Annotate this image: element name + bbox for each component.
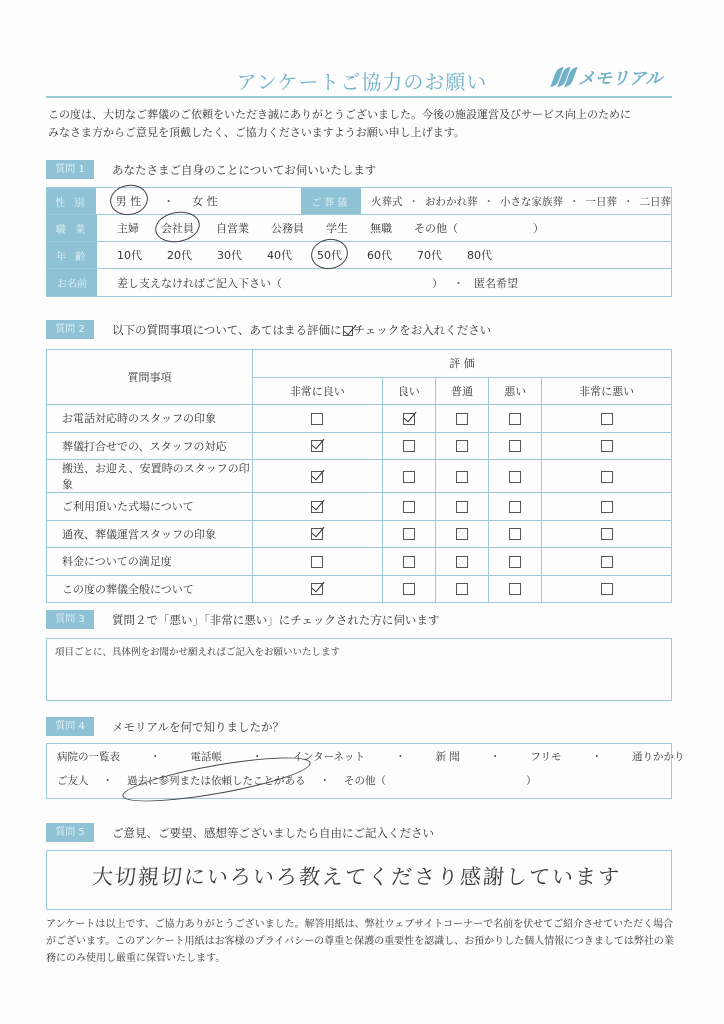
separator: ・ — [102, 774, 113, 787]
rating-column-header: 良い — [382, 377, 435, 405]
q3-answer-box[interactable] — [46, 638, 672, 701]
rating-cell — [253, 493, 383, 521]
rating-cell — [253, 460, 383, 493]
rating-column-header: 普通 — [435, 377, 488, 405]
checkbox[interactable] — [456, 440, 468, 452]
checkbox[interactable] — [456, 413, 468, 425]
rating-cell — [542, 493, 672, 521]
checkbox-checked[interactable] — [403, 413, 415, 425]
q3-text: 質問２で「悪い」「非常に悪い」にチェックされた方に伺います — [112, 613, 440, 627]
rating-cell — [382, 575, 435, 603]
checkbox[interactable] — [403, 556, 415, 568]
q5-answer-box[interactable] — [46, 850, 672, 910]
rating-cell — [382, 460, 435, 493]
q5-text: ご意見、ご要望、感想等ございましたら自由にご記入ください — [112, 826, 434, 840]
q4-option[interactable]: 通りかかり — [632, 750, 685, 763]
rating-cell — [382, 548, 435, 576]
rating-cell — [253, 432, 383, 460]
checkbox[interactable] — [509, 583, 521, 595]
rating-cell — [542, 460, 672, 493]
header-item: 質問事項 — [47, 350, 253, 405]
age-option[interactable]: 30代 — [217, 249, 242, 262]
rating-cell — [489, 520, 542, 548]
gender-male-option[interactable]: 男 性 — [115, 195, 142, 208]
job-option[interactable]: 自営業 — [216, 222, 249, 235]
checkbox[interactable] — [403, 471, 415, 483]
rating-cell — [382, 405, 435, 433]
question-item: 通夜、葬儀運営スタッフの印象 — [47, 520, 253, 548]
separator: ・ — [408, 195, 419, 208]
separator: ・ — [623, 195, 634, 208]
rating-cell — [489, 575, 542, 603]
q1-label: 質問 1 — [46, 160, 94, 179]
rating-cell — [253, 548, 383, 576]
q4-option[interactable]: 電話帳 — [190, 750, 222, 763]
question-item: 葬儀打合せでの、スタッフの対応 — [47, 432, 253, 460]
rating-cell — [435, 493, 488, 521]
funeral-option[interactable]: 一日葬 — [585, 195, 617, 208]
checkbox[interactable] — [601, 501, 613, 513]
q2-text-part1: 以下の質問事項について、あてはまる評価に — [112, 323, 342, 337]
checkbox-checked[interactable] — [311, 528, 323, 540]
checkbox[interactable] — [456, 528, 468, 540]
rating-table — [46, 349, 672, 603]
separator: ・ — [319, 774, 330, 787]
anonymous-option[interactable]: 匿名希望 — [474, 276, 518, 290]
q4-label: 質問 4 — [46, 717, 94, 736]
q2-label: 質問 2 — [46, 320, 94, 339]
separator: ・ — [395, 750, 406, 763]
rating-cell — [435, 432, 488, 460]
funeral-option[interactable]: 小さな家族葬 — [500, 195, 563, 208]
funeral-label: ご葬儀 — [301, 188, 361, 214]
q4-text: メモリアルを何で知りましたか？ — [112, 720, 285, 734]
checkbox[interactable] — [601, 413, 613, 425]
gender-row — [47, 188, 671, 215]
rating-column-header: 悪い — [489, 377, 542, 405]
separator: ・ — [150, 750, 161, 763]
q3-box-prompt: 項目ごとに、具体例をお聞かせ願えればご記入をお願いいたします — [55, 647, 341, 658]
funeral-option[interactable]: おわかれ葬 — [425, 195, 478, 208]
q4-option[interactable]: インターネット — [292, 750, 366, 763]
table-row — [47, 432, 672, 460]
checkbox[interactable] — [509, 471, 521, 483]
rating-cell — [542, 520, 672, 548]
intro-line: この度は、大切なご葬儀のご依頼をいただき誠にありがとうございました。今後の施設運営及びサービス向上のために — [48, 108, 631, 121]
checkbox-checked[interactable] — [311, 471, 323, 483]
age-label: 年 齢 — [47, 242, 97, 268]
checkbox[interactable] — [403, 440, 415, 452]
checkbox[interactable] — [403, 583, 415, 595]
job-other-close: ） — [533, 222, 544, 235]
checkbox[interactable] — [509, 556, 521, 568]
age-option[interactable]: 40代 — [267, 249, 292, 262]
checkbox[interactable] — [509, 501, 521, 513]
funeral-option[interactable]: 二日葬 — [639, 195, 671, 208]
logo-mark-icon — [552, 67, 574, 87]
checkbox[interactable] — [403, 528, 415, 540]
table-row — [47, 493, 672, 521]
rating-cell — [382, 493, 435, 521]
table-row — [47, 460, 672, 493]
job-option-selected[interactable]: 会社員 — [161, 222, 194, 235]
rating-cell — [435, 520, 488, 548]
gender-label: 性 別 — [47, 188, 96, 214]
question-item: 料金についての満足度 — [47, 548, 253, 576]
table-row — [47, 575, 672, 603]
q5-label: 質問 5 — [46, 823, 94, 842]
q1-table — [46, 187, 672, 297]
job-other-option[interactable]: その他（ — [414, 222, 458, 235]
checkbox[interactable] — [311, 556, 323, 568]
checkbox[interactable] — [601, 440, 613, 452]
checkbox[interactable] — [456, 556, 468, 568]
job-option[interactable]: 無職 — [370, 222, 392, 235]
checkbox[interactable] — [601, 583, 613, 595]
table-row — [47, 520, 672, 548]
q2-text-part2: チェックをお入れください — [353, 323, 492, 337]
rating-cell — [435, 405, 488, 433]
question-item: 搬送、お迎え、安置時のスタッフの印象 — [47, 460, 253, 493]
checkbox[interactable] — [509, 528, 521, 540]
rating-cell — [382, 432, 435, 460]
job-option[interactable]: 主婦 — [117, 222, 139, 235]
gender-female-option[interactable]: 女 性 — [192, 195, 218, 208]
q4-other-close: ） — [526, 774, 537, 787]
q4-option[interactable]: 病院の一覧表 — [57, 750, 120, 763]
separator: ・ — [163, 195, 175, 208]
rating-cell — [542, 405, 672, 433]
separator: ・ — [252, 750, 263, 763]
question-item: お電話対応時のスタッフの印象 — [47, 405, 253, 433]
job-label: 職 業 — [47, 215, 97, 241]
table-row — [47, 405, 672, 433]
age-option-selected[interactable]: 50代 — [317, 249, 342, 262]
q3-label: 質問 3 — [46, 610, 94, 629]
q4-options-box — [46, 743, 685, 799]
rating-cell — [253, 520, 383, 548]
checkbox[interactable] — [456, 501, 468, 513]
checkbox-checked[interactable] — [311, 501, 323, 513]
job-option[interactable]: 学生 — [326, 222, 348, 235]
rating-cell — [253, 575, 383, 603]
funeral-option[interactable]: 火葬式 — [371, 195, 403, 208]
q4-option-selected[interactable]: 過去に参列または依頼したことがある — [127, 774, 306, 787]
rating-cell — [435, 460, 488, 493]
footer-line: 務にのみ使用し厳重に保管いたします。 — [46, 953, 226, 964]
q4-option[interactable]: ご友人 — [57, 774, 89, 787]
checkbox[interactable] — [601, 471, 613, 483]
rating-cell — [253, 405, 383, 433]
footer-line: アンケートは以上です、ご協力ありがとうございました。解答用紙は、弊社ウェブサイトコーナーで名前を伏せてご紹介させていただく場合 — [46, 919, 674, 930]
title-divider — [46, 96, 672, 98]
rating-cell — [382, 520, 435, 548]
checkbox[interactable] — [601, 528, 613, 540]
checkbox[interactable] — [509, 413, 521, 425]
rating-cell — [489, 432, 542, 460]
name-row — [47, 269, 671, 296]
name-field-prompt[interactable]: 差し支えなければご記入下さい（ — [117, 276, 282, 290]
checkbox-checked[interactable] — [311, 440, 323, 452]
intro-text — [48, 106, 688, 142]
separator: ・ — [453, 276, 464, 290]
age-row — [47, 242, 671, 269]
separator: ・ — [489, 750, 501, 763]
table-row — [47, 548, 672, 576]
handwritten-answer: 大切親切にいろいろ教えてくださり感謝しています — [91, 865, 622, 889]
rating-cell — [435, 548, 488, 576]
checkbox[interactable] — [456, 471, 468, 483]
checkmark-icon — [343, 326, 353, 336]
q4-line-2 — [47, 768, 671, 792]
brand-logo — [552, 64, 662, 89]
age-option[interactable]: 70代 — [417, 249, 442, 262]
separator: ・ — [483, 195, 494, 208]
rating-column-header: 非常に良い — [253, 377, 383, 405]
job-option[interactable]: 公務員 — [271, 222, 304, 235]
rating-cell — [489, 460, 542, 493]
name-field-close: ） — [432, 276, 443, 290]
checkbox[interactable] — [311, 413, 323, 425]
age-option[interactable]: 60代 — [367, 249, 392, 262]
age-option[interactable]: 20代 — [167, 249, 192, 262]
intro-line: みなさま方からご意見を頂戴したく、ご協力くださいますようお願い申し上げます。 — [48, 126, 465, 139]
separator: ・ — [569, 195, 580, 208]
q4-option[interactable]: 新 聞 — [435, 750, 460, 763]
q4-other-option[interactable]: その他（ — [344, 774, 386, 787]
q1-text: あなたさまご自身のことについてお伺いいたします — [112, 163, 377, 177]
question-item: この度の葬儀全般について — [47, 575, 253, 603]
checkbox[interactable] — [601, 556, 613, 568]
rating-cell — [489, 493, 542, 521]
page-title: アンケートご協力のお願い — [236, 70, 488, 94]
question-item: ご利用頂いた式場について — [47, 493, 253, 521]
brand-name: メモリアル — [578, 69, 663, 89]
q4-line-1 — [47, 744, 685, 768]
age-option[interactable]: 80代 — [467, 249, 492, 262]
checkbox-checked[interactable] — [311, 583, 323, 595]
checkbox[interactable] — [403, 501, 415, 513]
age-option[interactable]: 10代 — [117, 249, 142, 262]
header-eval: 評 価 — [253, 350, 672, 378]
rating-cell — [542, 548, 672, 576]
q4-option[interactable]: フリモ — [530, 750, 562, 763]
rating-cell — [542, 575, 672, 603]
footer-line: がございます。このアンケート用紙はお客様のプライバシーの尊重と保護の重要性を認識し、お預かりした個人情報につきましては弊社の業 — [46, 936, 674, 947]
rating-cell — [489, 405, 542, 433]
separator: ・ — [591, 750, 602, 763]
rating-cell — [489, 548, 542, 576]
checkbox[interactable] — [456, 583, 468, 595]
name-label: お名前 — [47, 269, 97, 296]
rating-cell — [435, 575, 488, 603]
checkbox[interactable] — [509, 440, 521, 452]
job-row — [47, 215, 671, 242]
rating-column-header: 非常に悪い — [542, 377, 672, 405]
q2-text — [112, 322, 491, 338]
footer-note — [46, 916, 686, 967]
rating-cell — [542, 432, 672, 460]
